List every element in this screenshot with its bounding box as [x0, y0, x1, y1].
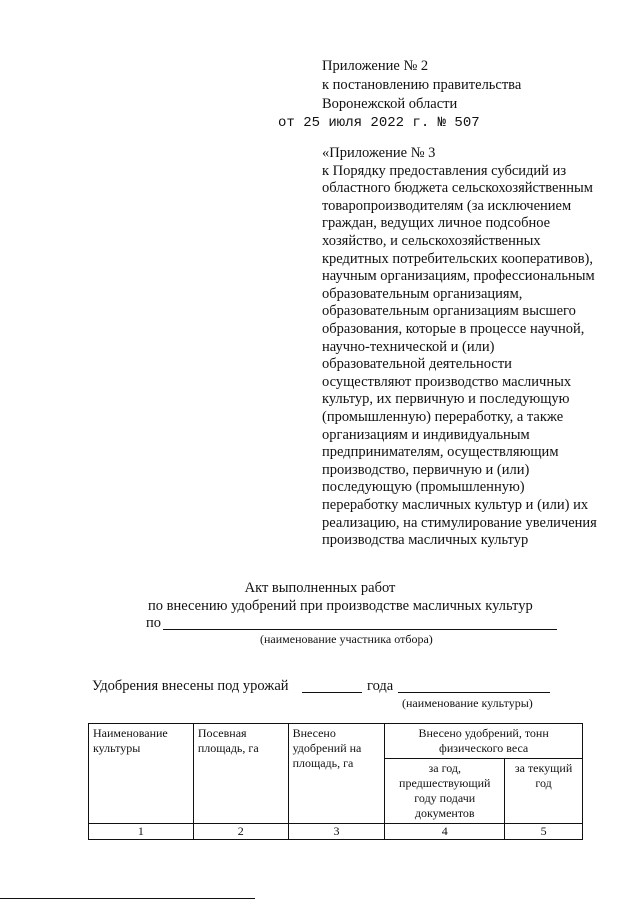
fertilizer-table [88, 723, 583, 840]
header-current-year: за текущий год [505, 759, 583, 824]
appendix-line: переработку масличных культур и (или) их [322, 497, 589, 513]
appendix-line: товаропроизводителям (за исключением [322, 197, 572, 214]
appendix-line: научным организациям, профессиональным [322, 268, 595, 285]
participant-underline [163, 629, 557, 630]
header-fertilized-area: Внесено удобрений на площадь, га [288, 724, 385, 824]
act-subtitle: по внесению удобрений при производстве масличных культур [148, 598, 533, 614]
appendix-line: образовательным организациям, [322, 285, 523, 302]
act-title: Акт выполненных работ [244, 580, 396, 596]
header-line-3: Воронежской области [322, 96, 458, 112]
appendix-line: образовательным организациям высшего [322, 303, 576, 320]
appendix-line: к Порядку предоставления субсидий из [322, 162, 567, 179]
fertilizer-label: Удобрения внесены под урожай [92, 678, 289, 694]
appendix-line: (промышленную) переработку, а также [322, 409, 564, 425]
header-fertilizer-applied: Внесено удобрений, тонн физического веса [385, 724, 583, 759]
header-line-1: Приложение № 2 [322, 58, 429, 74]
culture-underline [398, 692, 550, 693]
year-label: года [367, 678, 394, 694]
act-by-label: по [146, 615, 162, 631]
col-number-4: 4 [385, 824, 505, 840]
appendix-line: производства масличных культур [322, 532, 529, 549]
participant-caption: (наименование участника отбора) [260, 632, 433, 646]
appendix-line: научно-технической и (или) [322, 338, 495, 355]
header-culture-name: Наименование культуры [89, 724, 194, 824]
footnote-separator [0, 898, 255, 899]
col-number-2: 2 [193, 824, 288, 840]
appendix-line: реализацию, на стимулирование увеличения [322, 514, 597, 531]
appendix-line: производство, первичную и (или) [322, 461, 530, 478]
appendix-line: «Приложение № 3 [322, 145, 436, 161]
appendix-line: областного бюджета сельскохозяйственным [322, 180, 593, 197]
appendix-line: организациям и индивидуальным [322, 426, 530, 443]
col-number-3: 3 [288, 824, 385, 840]
appendix-line: предпринимателям, осуществляющим [322, 444, 559, 461]
col-number-1: 1 [89, 824, 194, 840]
appendix-line: образования, которые в процессе научной, [322, 321, 585, 337]
culture-caption: (наименование культуры) [402, 696, 533, 710]
harvest-year-underline [302, 692, 362, 693]
header-date-line: от 25 июля 2022 г. № 507 [278, 115, 480, 131]
appendix-line: кредитных потребительских кооперативов), [322, 250, 593, 267]
appendix-line: хозяйство, и сельскохозяйственных [322, 233, 541, 249]
appendix-line: культур, их первичную и последующую [322, 391, 570, 408]
header-sown-area: Посевная площадь, га [193, 724, 288, 824]
col-number-5: 5 [505, 824, 583, 840]
appendix-line: осуществляют производство масличных [322, 373, 572, 390]
appendix-line: последующую (промышленную) [322, 479, 525, 496]
appendix-line: образовательной деятельности [322, 356, 512, 373]
appendix-line: граждан, ведущих личное подсобное [322, 215, 551, 232]
header-previous-year: за год, предшествующий году подачи документов [385, 759, 505, 824]
header-line-2: к постановлению правительства [322, 77, 522, 93]
